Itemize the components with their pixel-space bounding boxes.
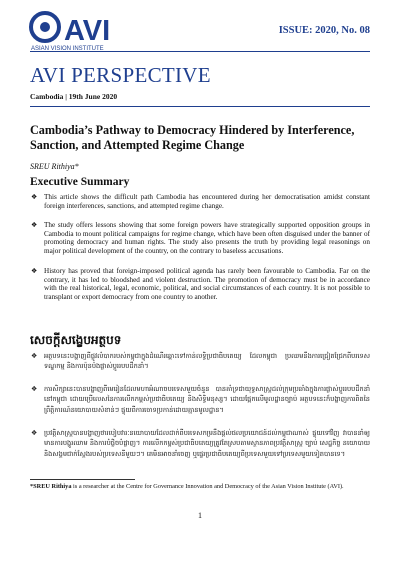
avi-logo — [28, 10, 148, 52]
header-divider — [30, 51, 370, 52]
summary-bullet: ❖ History has proved that foreign-imposed political agenda has rarely been favourable to Cambodia. Far on the contrary, it has led to bloodshed and violent destruction. The promotion of democracy must be in accordance with the real historical, legal, economic, political, and social circumstances of each country. It is not possible to transplant or export democracy from one country to another. — [31, 267, 370, 301]
logo-subtext: ASIAN VISION INSTITUTE — [31, 46, 104, 52]
title-divider — [30, 106, 370, 107]
summary-bullet: ❖ This article shows the difficult path Cambodia has encountered during her democratisation amidst constant foreign interferences, sanctions, and attempted regime change. — [31, 193, 370, 210]
diamond-bullet-icon: ❖ — [31, 193, 38, 201]
footnote-divider — [30, 479, 135, 480]
page-title: AVI PERSPECTIVE — [30, 63, 211, 87]
logo-wordmark: AVI — [64, 15, 111, 47]
footnote-text: is a researcher at the Centre for Governance Innovation and Democracy of the Asian Vision Institute (AVI). — [71, 483, 344, 490]
summary-bullet: ❖ The study offers lessons showing that some foreign powers have strategically supported opposition groups in Cambodia to mount political campaigns for regime change, which have been often disguised under the banner of promoting democracy and human rights. The study also presents the truth by providing legal reasonings on major political development of the country, on the contrary to baseless accusations. — [31, 221, 370, 255]
footnote — [30, 483, 370, 491]
issue-number: ISSUE: 2020, No. 08 — [278, 25, 370, 36]
khmer-bullet: ❖ ការសិក្សានេះបានបង្ហាញពីមេរៀនដែលមហាអំណាចបរទេសមួយចំនួន បានគាំទ្រជាយុទ្ធសាស្ត្រដល់ក្រុមប្រឆាំងក្នុងការផ្លាស់ប្តូររបបដឹកនាំនៅកម្ពុជា ដោយប្រើលេសនៃការលើកកម្ពស់ប្រជាធិបតេយ្យ និងសិទ្ធិមនុស្ស។ ដោយផ្អែកលើមូលដ្ឋានច្បាប់ អត្ថបទនេះក៏បង្ហាញការពិតនៃព្រឹត្តិការណ៍នយោបាយសំខាន់ៗ ផ្ទុយពីការចោទប្រកាន់ដោយគ្មានមូលដ្ឋាន។ — [31, 385, 370, 414]
summary-heading: Executive Summary — [30, 176, 130, 188]
khmer-bullet: ❖ អត្ថបទនេះបង្ហាញពីផ្លូវលំបាករបស់កម្ពុជាក្នុងដំណើរឆ្ពោះទៅកាន់លទ្ធិប្រជាធិបតេយ្យ ដែលកម្ពុជា ប្រឈមនឹងការជ្រៀតជ្រែកពីបរទេស ទណ្ឌកម្ម និងការប៉ុនប៉ងផ្លាស់ប្តូររបបដឹកនាំ។ — [31, 352, 370, 371]
article-title: Cambodia’s Pathway to Democracy Hindered by Interference, Sanction, and Attempted Regime Change — [30, 123, 355, 152]
page-number: 1 — [198, 511, 202, 520]
khmer-bullet: ❖ ប្រវត្តិសាស្ត្របានបង្ហាញថារបៀបវារៈនយោបាយដែលដាក់ពីបរទេសកម្រនឹងផ្តល់ផលប្រយោជន៍ដល់កម្ពុជាណាស់ ផ្ទុយទៅវិញ វាបាននាំឲ្យមានការបង្ហូរឈាម និងការបំផ្លិចបំផ្លាញ។ ការលើកកម្ពស់ប្រជាធិបតេយ្យត្រូវតែស្របតាមស្ថានភាពប្រវត្តិសាស្ត្រ ច្បាប់ សេដ្ឋកិច្ច នយោបាយ និងសង្គមជាក់ស្តែងរបស់ប្រទេសនីមួយៗ។ គេមិនអាចនាំចេញ ឬផ្ទេរប្រជាធិបតេយ្យពីប្រទេសមួយទៅប្រទេសមួយទៀតបានទេ។ — [31, 429, 370, 458]
diamond-bullet-icon: ❖ — [31, 221, 38, 229]
author: SREU Rithiya* — [30, 162, 79, 171]
diamond-bullet-icon: ❖ — [31, 267, 38, 275]
footnote-author: *SREU Rithiya — [30, 483, 72, 490]
khmer-summary-heading: សេចក្តីសង្ខេបអត្ថបទ — [30, 333, 122, 347]
diamond-bullet-icon: ❖ — [31, 429, 38, 437]
dateline: Cambodia | 19th June 2020 — [30, 92, 118, 101]
avi-logo-graphic — [28, 10, 148, 52]
diamond-bullet-icon: ❖ — [31, 385, 38, 393]
diamond-bullet-icon: ❖ — [31, 352, 38, 360]
